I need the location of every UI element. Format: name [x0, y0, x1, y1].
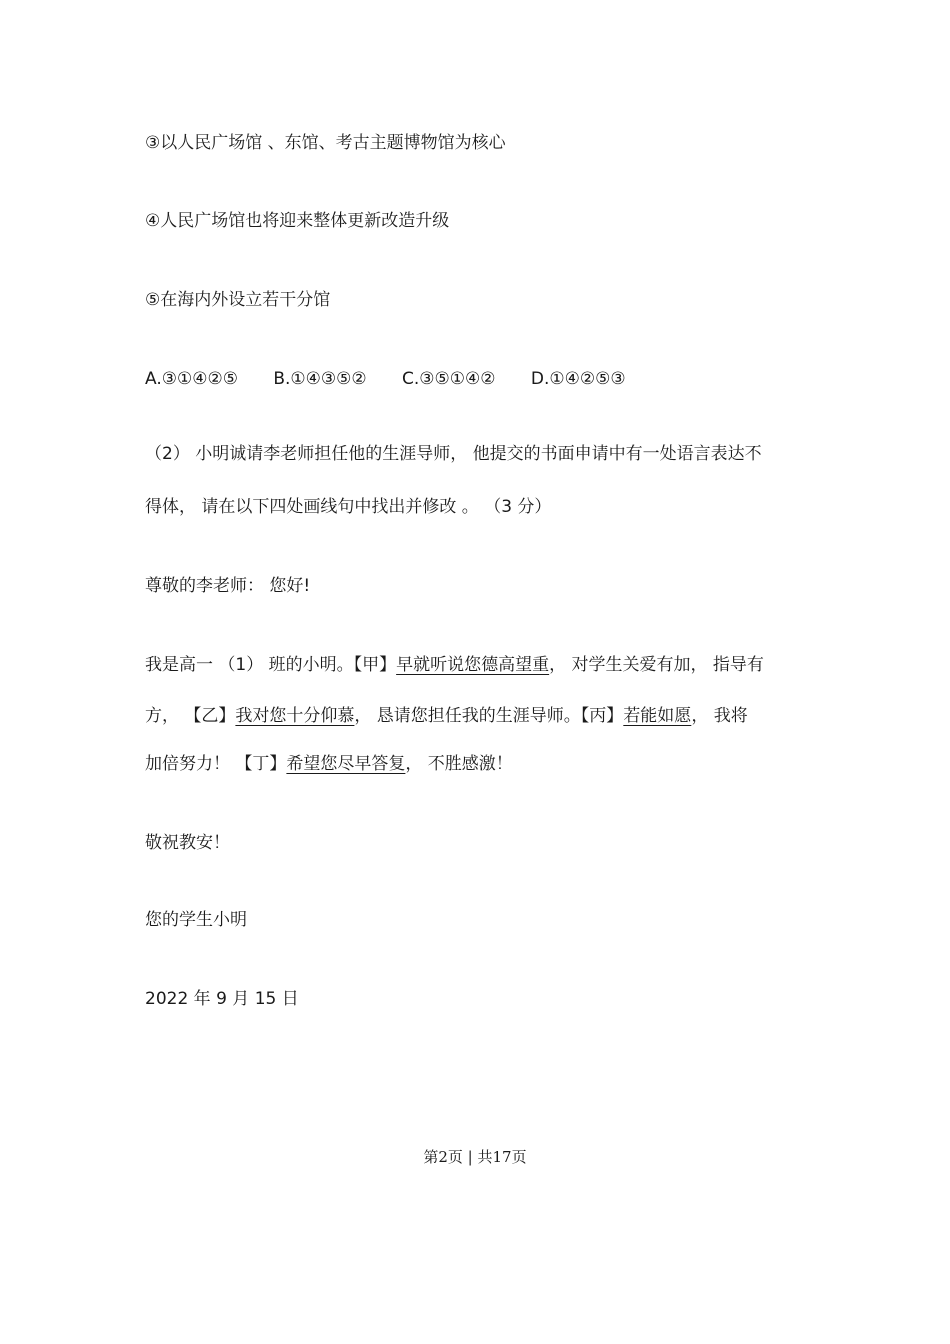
option-b: B.①④③⑤②	[273, 369, 367, 389]
text-segment: 我是高一 （1） 班的小明。【甲】	[145, 655, 397, 675]
option-d: D.①④②⑤③	[530, 369, 626, 389]
underlined-sentence-ding: 希望您尽早答复	[286, 754, 406, 774]
text-segment: ， 不胜感激！	[405, 754, 513, 774]
text-segment: 方， 【乙】	[145, 706, 236, 726]
option-a: A.③①④②⑤	[145, 369, 238, 389]
text-segment: ， 恳请您担任我的生涯导师。【丙】	[354, 706, 624, 726]
page-footer: 第2页 | 共17页	[423, 1148, 527, 1166]
question-line-1: （2） 小明诚请李老师担任他的生涯导师， 他提交的书面申请中有一处语言表达不	[145, 444, 762, 464]
underlined-sentence-yi: 我对您十分仰慕	[235, 706, 355, 726]
letter-greeting: 尊敬的李老师： 您好!	[145, 576, 311, 596]
letter-paragraph-line-1	[145, 653, 764, 677]
text-segment: ， 我将	[691, 706, 748, 726]
underlined-sentence-jia: 早就听说您德高望重	[396, 655, 550, 675]
letter-date: 2022 年 9 月 15 日	[145, 989, 299, 1009]
letter-signature: 您的学生小明	[145, 910, 247, 930]
answer-options	[145, 367, 656, 391]
list-item-5: ⑤在海内外设立若干分馆	[145, 290, 331, 310]
letter-paragraph-line-2	[145, 704, 748, 728]
text-segment: ， 对学生关爱有加， 指导有	[549, 655, 764, 675]
letter-closing: 敬祝教安！	[145, 833, 230, 853]
question-line-2: 得体， 请在以下四处画线句中找出并修改 。 （3 分）	[145, 497, 552, 517]
text-segment: 加倍努力！ 【丁】	[145, 754, 287, 774]
option-c: C.③⑤①④②	[402, 369, 496, 389]
underlined-sentence-bing: 若能如愿	[623, 706, 692, 726]
letter-paragraph-line-3	[145, 752, 513, 776]
list-item-3: ③以人民广场馆 、东馆、考古主题博物馆为核心	[145, 133, 506, 153]
list-item-4: ④人民广场馆也将迎来整体更新改造升级	[145, 211, 450, 231]
